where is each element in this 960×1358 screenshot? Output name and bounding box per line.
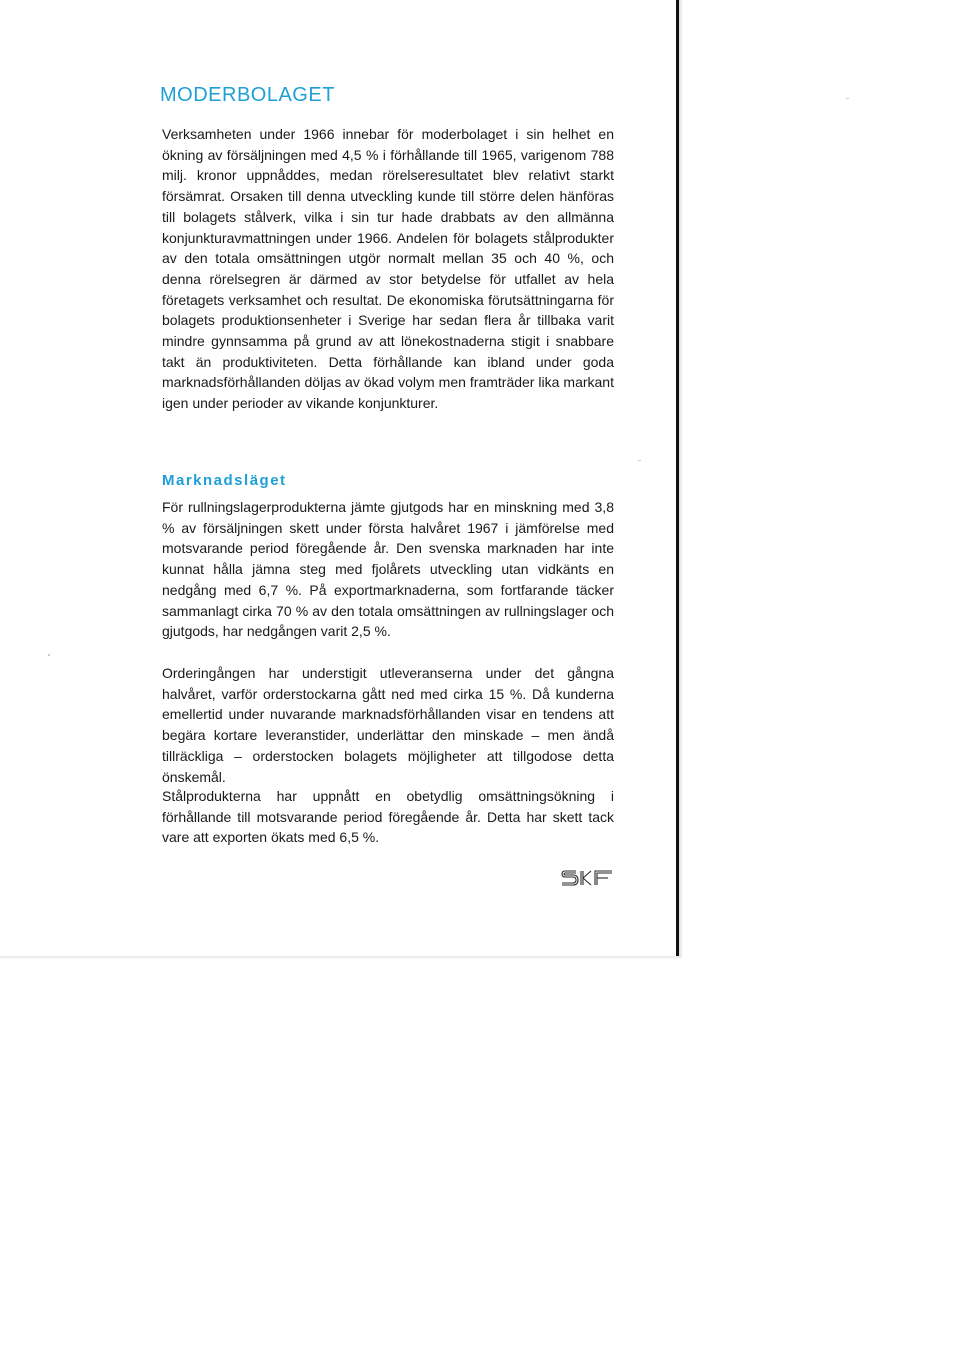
speck <box>48 654 50 656</box>
section-paragraph-1: För rullningslagerprodukterna jämte gjutgods har en minskning med 3,8 % av försäljningen skett under första halvåret 1967 i jämförelse med motsvarande period föregående år. Den svenska marknaden har inte kunnat hålla jämna steg med fjolårets utveckling utan vidkänts en nedgång med 6,7 %. På exportmarknaderna, som fortfarande täcker sammanlagt cirka 70 % av den totala omsättningen av rullningslager och gjutgods, har nedgången varit 2,5 %. <box>162 499 614 640</box>
intro-paragraph: Verksamheten under 1966 innebar för moderbolaget i sin helhet en ökning av försäljningen med 4,5 % i förhållande till 1965, varigenom 788 milj. kronor uppnåddes, medan rörelseresultatet blev relativt starkt försämrat. Orsaken till denna utveckling kunde till större delen hänföras till bolagets stålverk, vilka i sin tur hade drabbats av den allmänna konjunkturavmattningen under 1966. Andelen för bolagets stålprodukter av den totala omsättningen utgör normalt mellan 35 och 40 %, och denna rörelsegren är därmed av stor betydelse för utfallet av hela företagets verksamhet och resultat. De ekonomiska förutsättningarna för bolagets produktionsenheter i Sverige har sedan flera år tillbaka varit mindre gynnsamma på grund av att lönekostnaderna stigit i snabbare takt än produktiviteten. Detta förhållande kan ibland under goda marknadsförhållanden döljas av ökad volym men framträder lika markant igen under perioder av vikande konjunkturer. <box>162 126 614 412</box>
page-title: MODERBOLAGET <box>160 84 335 106</box>
skf-logo-icon <box>560 867 616 887</box>
section-paragraph-3: Stålprodukterna har uppnått en obetydlig omsättningsökning i förhållande till motsvarande period föregående år. Detta har skett tack vare att exporten ökats med 6,5 %. <box>162 788 614 846</box>
page-shadow <box>679 0 683 958</box>
section-paragraph-2: Orderingången har understigit utleveranserna under det gångna halvåret, varför orderstockarna gått ned med cirka 15 %. Då kunderna emellertid under nuvarande marknadsförhållanden visar en tendens att begära kortare leveranstider, underlättar den minskade – men ändå tillräckliga – orderstocken bolagets möjligheter att tillgodose detta önskemål. <box>162 665 614 785</box>
page-edge-bottom <box>0 956 679 959</box>
section-heading: Marknadsläget <box>162 472 287 489</box>
speck <box>638 460 641 461</box>
speck <box>846 98 849 99</box>
